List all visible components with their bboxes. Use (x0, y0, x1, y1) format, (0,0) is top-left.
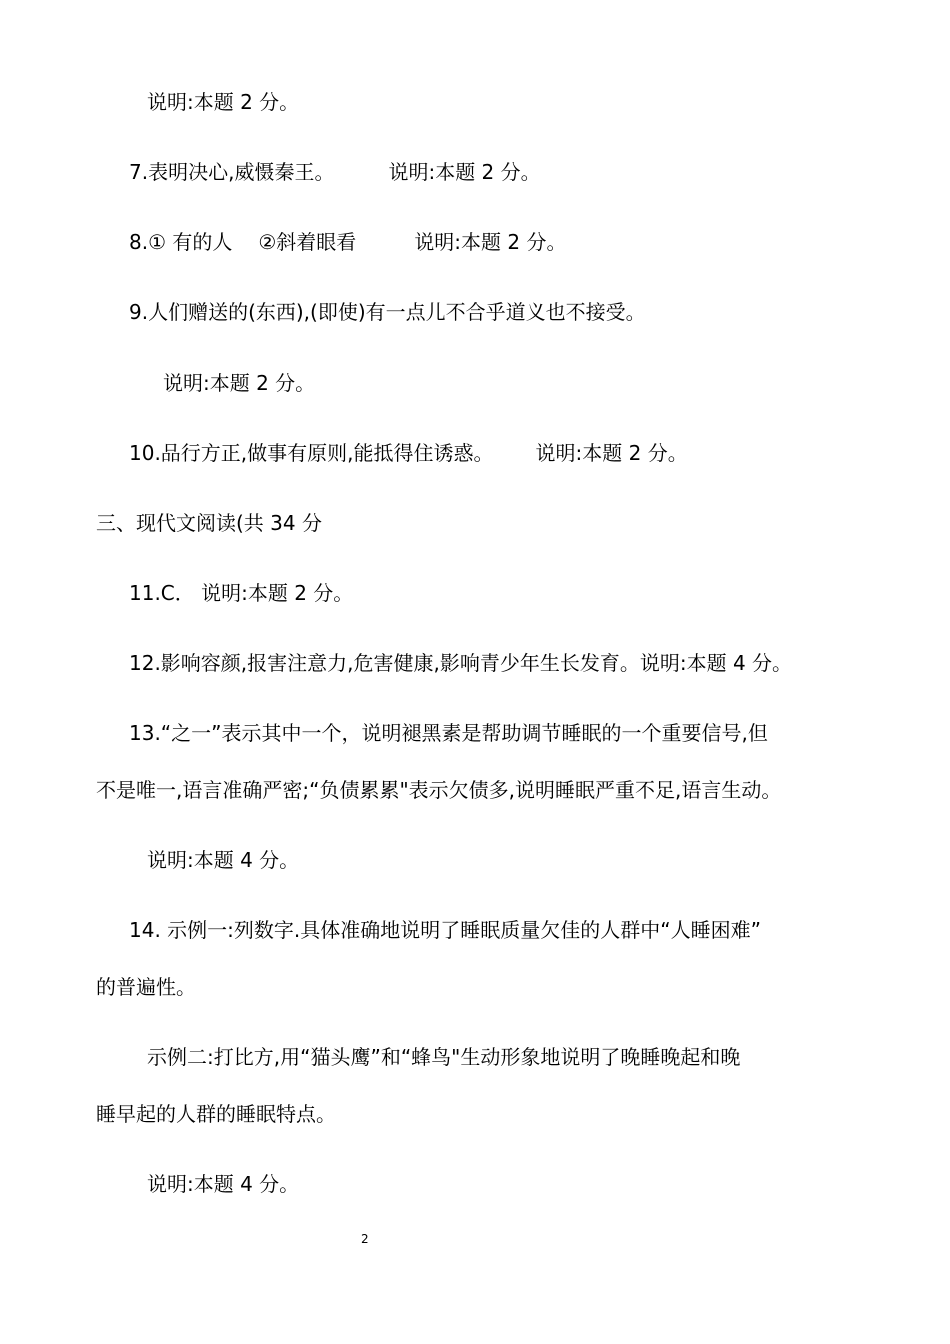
answer-13-line-1 (129, 719, 768, 747)
answer-text: 的普遍性。 (96, 975, 196, 999)
answer-text: 8.① 有的人 (129, 230, 233, 254)
note-text: 说明:本题 2 分。 (414, 230, 567, 254)
page-number: 2 (361, 1232, 369, 1246)
answer-14-line-1 (129, 916, 761, 944)
note-text: 说明:本题 4 分。 (147, 1172, 300, 1196)
note-text: 说明:本题 2 分。 (535, 441, 688, 465)
note-line-14 (147, 1170, 299, 1198)
answer-9 (129, 298, 646, 326)
answer-14-example-2-line-2 (96, 1100, 336, 1128)
answer-text: 13.“之一”表示其中一个，说明褪黑素是帮助调节睡眠的一个重要信号,但 (129, 721, 768, 745)
answer-8 (129, 228, 567, 256)
note-text: 说明:本题 2 分。 (163, 371, 316, 395)
answer-text: 示例二:打比方,用“猫头鹰”和“蜂鸟"生动形象地说明了晚睡晚起和晚 (147, 1045, 741, 1069)
answer-12 (129, 649, 792, 677)
note-text: 说明:本题 2 分。 (147, 90, 300, 114)
answer-14-line-2 (96, 973, 196, 1001)
answer-text: 9.人们赠送的(东西),(即使)有一点儿不合乎道义也不接受。 (129, 300, 646, 324)
note-line-9 (163, 369, 315, 397)
answer-text: 不是唯一,语言准确严密;“负债累累"表示欠债多,说明睡眠严重不足,语言生动。 (96, 778, 782, 802)
note-line-1 (147, 88, 299, 116)
answer-text: 12.影响容颜,报害注意力,危害健康,影响青少年生长发育。说明:本题 4 分。 (129, 651, 793, 675)
note-text: 说明:本题 4 分。 (147, 848, 300, 872)
section-heading (96, 509, 322, 537)
answer-text: 睡早起的人群的睡眠特点。 (96, 1102, 336, 1126)
answer-13-line-2 (96, 776, 781, 804)
note-line-13 (147, 846, 299, 874)
note-text: 说明:本题 2 分。 (388, 160, 541, 184)
answer-14-example-2-line-1 (147, 1043, 740, 1071)
answer-text: ②斜着眼看 (258, 230, 357, 254)
answer-7 (129, 158, 541, 186)
section-title: 三、现代文阅读(共 34 分 (96, 511, 322, 535)
answer-10 (129, 439, 688, 467)
answer-text: 10.品行方正,做事有原则,能抵得住诱惑。 (129, 441, 494, 465)
answer-11 (129, 579, 353, 607)
answer-text: 11.C． 说明:本题 2 分。 (129, 581, 354, 605)
answer-text: 14. 示例一:列数字.具体准确地说明了睡眠质量欠佳的人群中“人睡困难” (129, 918, 761, 942)
answer-text: 7.表明决心,威慑秦王。 (129, 160, 335, 184)
